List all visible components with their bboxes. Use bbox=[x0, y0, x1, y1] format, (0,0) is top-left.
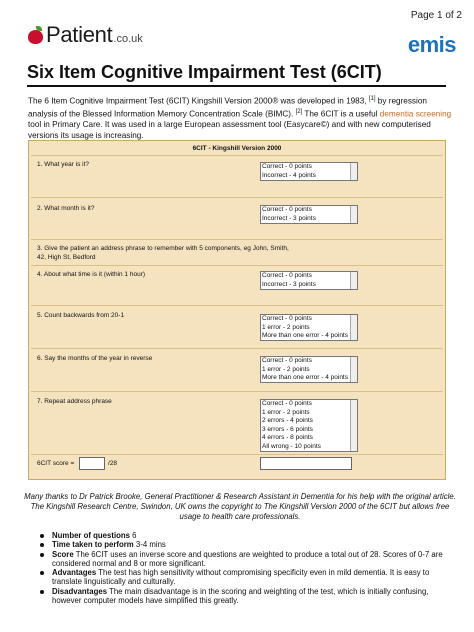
question-4-label: 4. About what time is it (within 1 hour) bbox=[37, 271, 146, 278]
score-max: /28 bbox=[108, 460, 118, 467]
form-heading: 6CIT - Kingshill Version 2000 bbox=[192, 145, 282, 152]
question-7-label: 7. Repeat address phrase bbox=[37, 398, 112, 405]
list-item: Score The 6CIT uses an inverse score and questions are weighted to produce a total out of 28. Scores of 0-7 are considered normal and 8 or more significant. bbox=[40, 550, 456, 569]
test-facts-list bbox=[40, 531, 456, 605]
scrollbar[interactable] bbox=[350, 400, 357, 451]
logo-name: Patient bbox=[46, 22, 113, 47]
question-2-select[interactable]: Correct - 0 points Incorrect - 3 points bbox=[260, 205, 358, 224]
scrollbar[interactable] bbox=[350, 163, 357, 180]
scrollbar[interactable] bbox=[350, 272, 357, 289]
scrollbar[interactable] bbox=[350, 357, 357, 382]
reference-1[interactable]: [1] bbox=[368, 96, 376, 102]
question-1-select[interactable]: Correct - 0 points Incorrect - 4 points bbox=[260, 162, 358, 181]
scrollbar[interactable] bbox=[350, 206, 357, 223]
list-item: Time taken to perform 3-4 mins bbox=[40, 540, 456, 549]
question-1-label: 1. What year is it? bbox=[37, 161, 90, 168]
scrollbar[interactable] bbox=[350, 315, 357, 340]
intro-paragraph: The 6 Item Cognitive Impairment Test (6CIT) Kingshill Version 2000® was developed in 1983, [1] by regression analysis of the Blessed Information Memory Concentration Scale (BIMC). [2] The 6CIT is a useful dementia screening tool in Primary Care. It was used in a large European assessment tool (Easycare©) and with new computerised versions its usage is increasing. bbox=[28, 96, 452, 140]
header bbox=[28, 24, 456, 58]
list-item: Disadvantages The main disadvantage is in the scoring and weighting of the test, which is initially confusing, however computer models have simplified this greatly. bbox=[40, 587, 456, 606]
question-5-select[interactable]: Correct - 0 points 1 error - 2 points More than one error - 4 points bbox=[260, 314, 358, 341]
emis-logo[interactable]: emis bbox=[407, 32, 456, 57]
acknowledgement: Many thanks to Dr Patrick Brooke, General Practitioner & Research Assistant in Dementia for his help with the original article. The Kingshill Research Centre, Swindon, UK owns the copyright to The Kingshill Version 2000 of the 6CIT but allows free usage to health care professionals. bbox=[24, 492, 456, 521]
logo-suffix: .co.uk bbox=[113, 33, 143, 45]
question-4-select[interactable]: Correct - 0 points Incorrect - 3 points bbox=[260, 271, 358, 290]
page-number: Page 1 of 2 bbox=[410, 10, 462, 21]
score-result-field[interactable] bbox=[260, 457, 352, 470]
list-item: Advantages The test has high sensitivity without compromising specificity even in mild dementia. It is easy to translate linguistically and culturally. bbox=[40, 568, 456, 587]
question-7-select[interactable]: Correct - 0 points 1 error - 2 points 2 errors - 4 points 3 errors - 6 points 4 errors - 8 points All wrong - 10 points bbox=[260, 399, 358, 452]
score-input[interactable] bbox=[79, 457, 105, 470]
6cit-form bbox=[28, 140, 446, 480]
question-6-label: 6. Say the months of the year in reverse bbox=[37, 355, 153, 362]
apple-icon bbox=[28, 26, 44, 44]
question-6-select[interactable]: Correct - 0 points 1 error - 2 points More than one error - 4 points bbox=[260, 356, 358, 383]
question-2-label: 2. What month is it? bbox=[37, 205, 95, 212]
question-3-label: 3. Give the patient an address phrase to remember with 5 components, eg John, Smith, 42, High St, Bedford bbox=[37, 245, 289, 261]
score-label: 6CIT score = bbox=[37, 460, 75, 467]
question-5-label: 5. Count backwards from 20-1 bbox=[37, 312, 125, 319]
dementia-screening-link[interactable]: dementia screening bbox=[379, 109, 452, 119]
list-item: Number of questions 6 bbox=[40, 531, 456, 540]
patient-logo[interactable] bbox=[28, 24, 143, 46]
page-title: Six Item Cognitive Impairment Test (6CIT) bbox=[27, 62, 446, 87]
reference-2[interactable]: [2] bbox=[295, 109, 303, 116]
